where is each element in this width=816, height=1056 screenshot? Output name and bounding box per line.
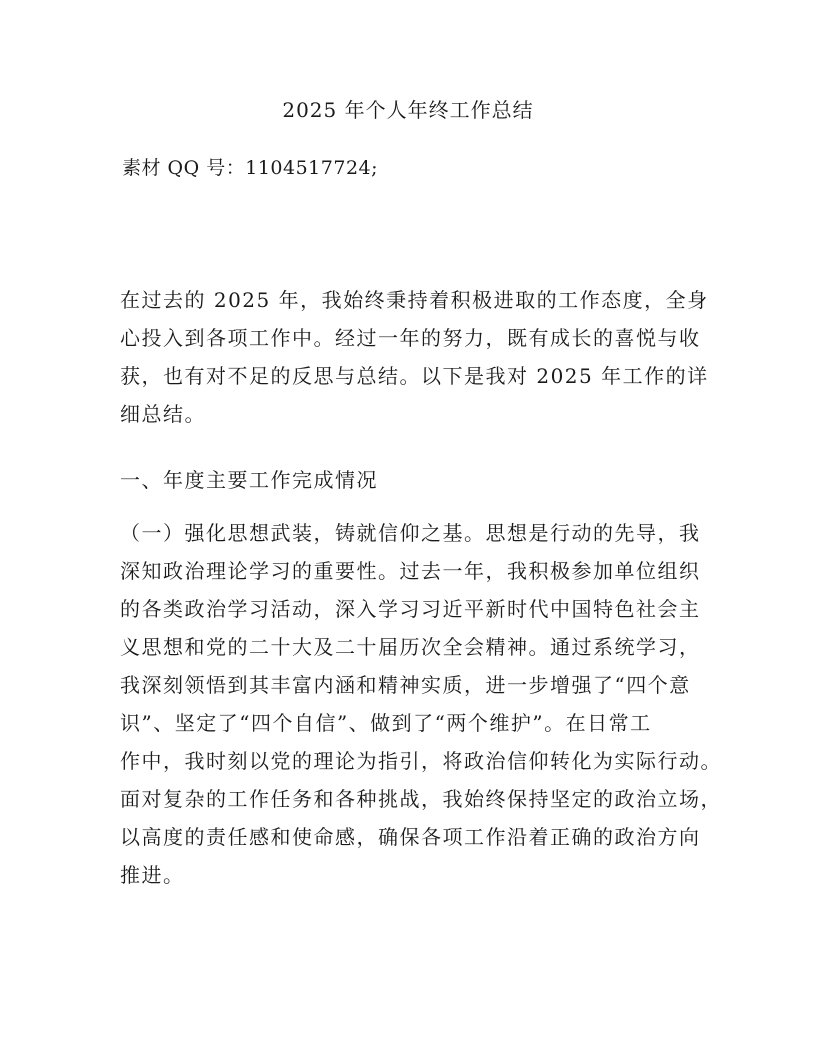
- paragraph-line: 推进。: [120, 863, 185, 887]
- intro-paragraph: [120, 281, 709, 433]
- paragraph-line: 作中，我时刻以党的理论为指引，将政治信仰转化为实际行动。: [120, 749, 722, 773]
- paragraph-line: 深知政治理论学习的重要性。过去一年，我积极参加单位组织: [120, 559, 701, 583]
- meta-line: 素材 QQ 号：1104517724;: [122, 157, 379, 179]
- paragraph-line: 义思想和党的二十大及二十届历次全会精神。通过系统学习，: [120, 635, 701, 659]
- section-heading: [120, 461, 700, 499]
- paragraph-line: 在过去的 2025 年，我始终秉持着积极进取的工作态度，全身: [120, 288, 709, 312]
- paragraph-line: 的各类政治学习活动，深入学习习近平新时代中国特色社会主: [120, 597, 701, 621]
- subsection-paragraph: [120, 514, 722, 894]
- paragraph-line: 获，也有对不足的反思与总结。以下是我对 2025 年工作的详: [120, 364, 709, 388]
- paragraph-line: 以高度的责任感和使命感，确保各项工作沿着正确的政治方向: [120, 825, 701, 849]
- paragraph-line: 面对复杂的工作任务和各种挑战，我始终保持坚定的政治立场，: [120, 787, 722, 811]
- document-title: 2025 年个人年终工作总结: [282, 98, 534, 122]
- section-heading-text: 一、年度主要工作完成情况: [120, 468, 378, 492]
- paragraph-line: 心投入到各项工作中。经过一年的努力，既有成长的喜悦与收: [120, 326, 701, 350]
- paragraph-line: 我深刻领悟到其丰富内涵和精神实质，进一步增强了“四个意: [120, 673, 691, 697]
- paragraph-line: （一）强化思想武装，铸就信仰之基。思想是行动的先导，我: [120, 521, 701, 545]
- paragraph-line: 识”、坚定了“四个自信”、做到了“两个维护”。在日常工: [120, 711, 652, 735]
- paragraph-line: 细总结。: [120, 402, 206, 426]
